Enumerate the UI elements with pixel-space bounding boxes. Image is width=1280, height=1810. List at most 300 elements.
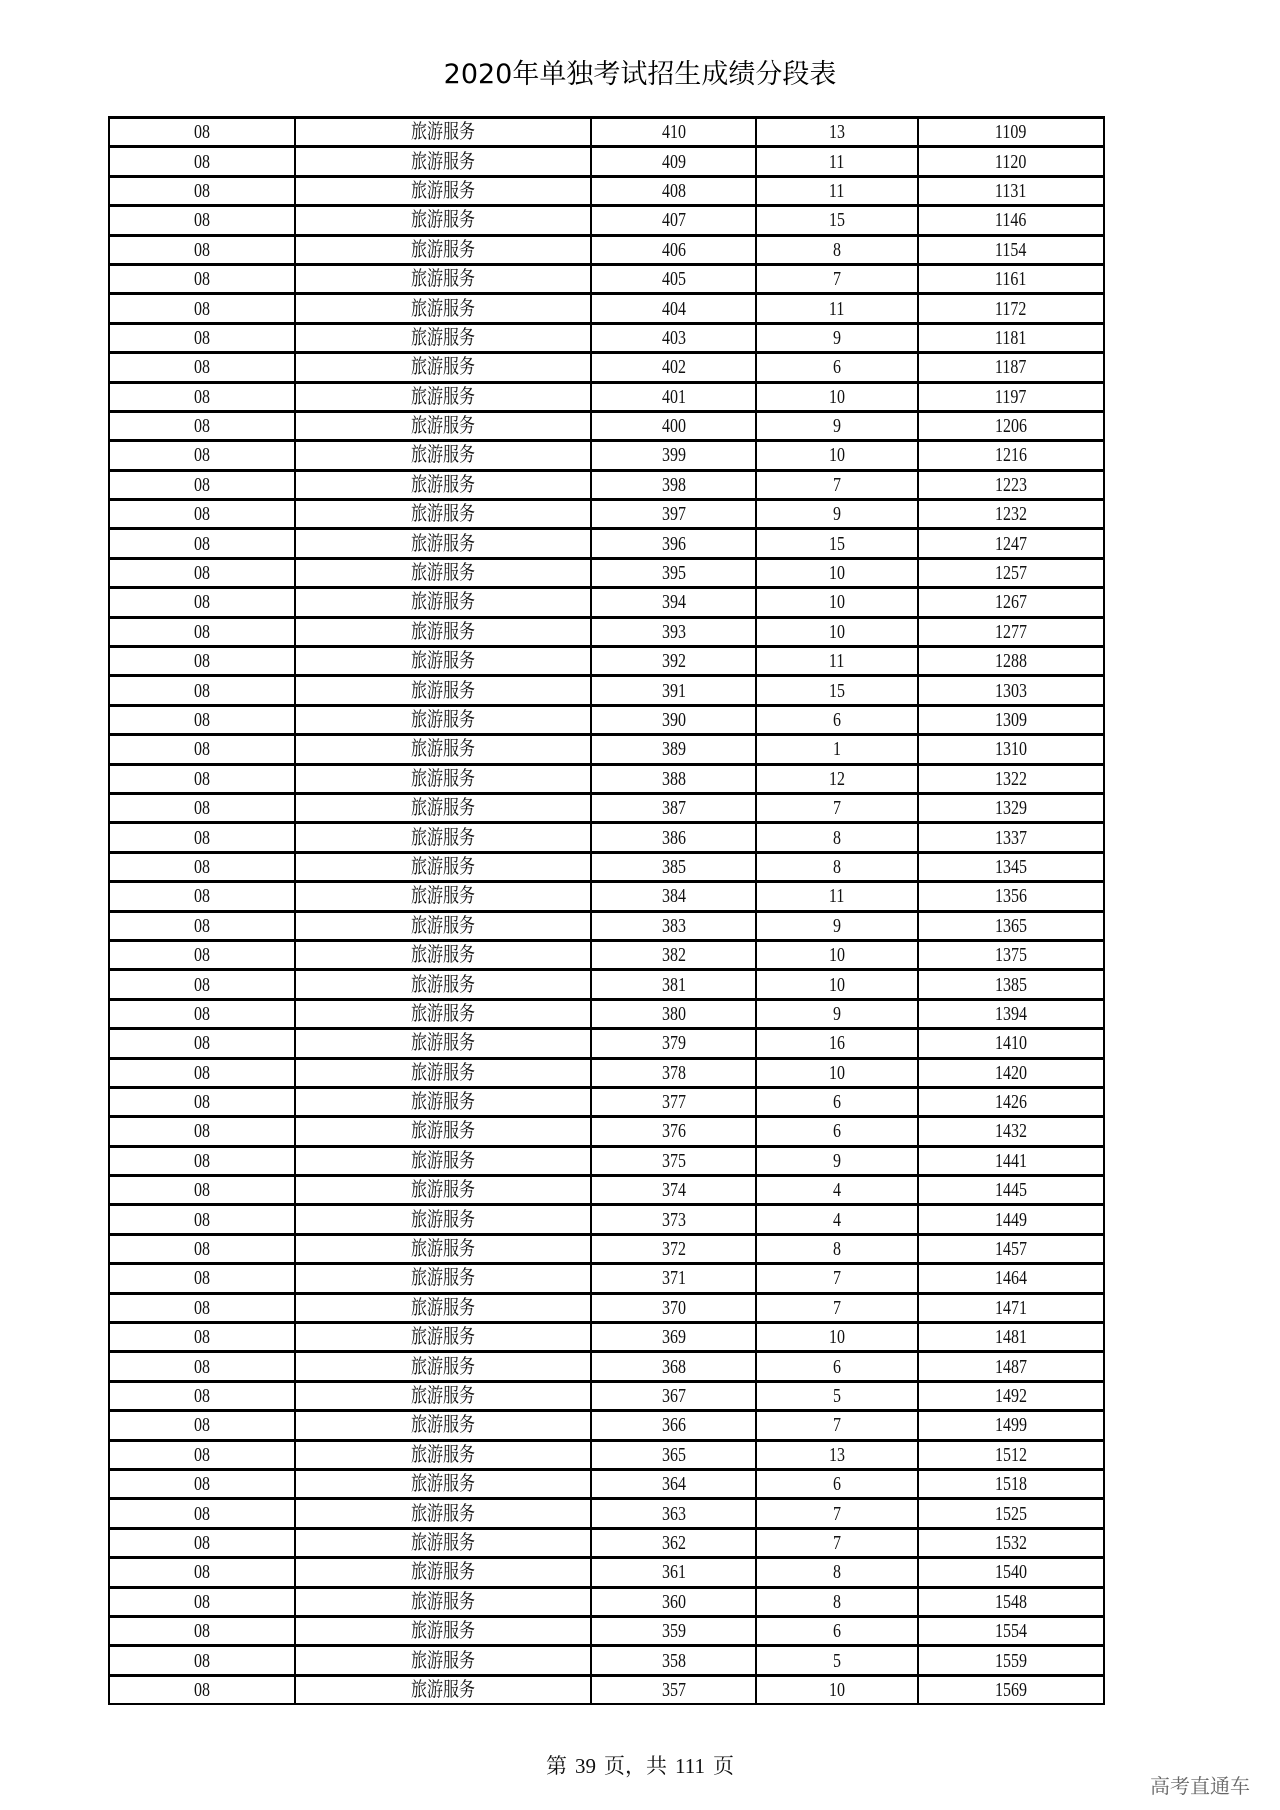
table-row [109, 911, 1104, 940]
count-cell [756, 558, 918, 587]
major-cell-text: 旅游服务 [411, 1267, 475, 1290]
score-cell [591, 1587, 756, 1616]
category-code-cell [109, 764, 295, 793]
major-cell-text: 旅游服务 [411, 650, 475, 673]
count-cell [756, 411, 918, 440]
score-cell [591, 206, 756, 235]
category-code-cell-text: 08 [194, 532, 210, 555]
count-cell [756, 588, 918, 617]
major-cell [295, 1087, 591, 1116]
category-code-cell [109, 1646, 295, 1675]
score-cell-text: 367 [661, 1384, 686, 1407]
count-cell-text: 9 [833, 503, 841, 526]
major-cell [295, 500, 591, 529]
score-cell [591, 1616, 756, 1645]
score-cell-text: 368 [661, 1355, 686, 1378]
category-code-cell [109, 1469, 295, 1498]
table-row [109, 970, 1104, 999]
count-cell-text: 9 [833, 914, 841, 937]
cumulative-cell [918, 353, 1104, 382]
table-row [109, 823, 1104, 852]
category-code-cell-text: 08 [194, 444, 210, 467]
cumulative-cell-text: 1247 [995, 532, 1027, 555]
cumulative-cell [918, 1469, 1104, 1498]
table-row [109, 118, 1104, 147]
cumulative-cell-text: 1449 [995, 1208, 1027, 1231]
count-cell-text: 10 [829, 562, 845, 585]
cumulative-cell [918, 1176, 1104, 1205]
table-row [109, 1205, 1104, 1234]
category-code-cell-text: 08 [194, 620, 210, 643]
count-cell-text: 10 [829, 944, 845, 967]
major-cell-text: 旅游服务 [411, 826, 475, 849]
cumulative-cell [918, 529, 1104, 558]
score-cell [591, 823, 756, 852]
score-cell [591, 1440, 756, 1469]
category-code-cell-text: 08 [194, 1326, 210, 1349]
count-cell-text: 6 [833, 1091, 841, 1114]
count-cell [756, 823, 918, 852]
count-cell-text: 8 [833, 1561, 841, 1584]
cumulative-cell [918, 793, 1104, 822]
cumulative-cell-text: 1512 [995, 1443, 1027, 1466]
score-cell [591, 1381, 756, 1410]
cumulative-cell-text: 1385 [995, 973, 1027, 996]
score-cell-text: 388 [661, 767, 686, 790]
major-cell [295, 1264, 591, 1293]
table-row [109, 1469, 1104, 1498]
cumulative-cell-text: 1337 [995, 826, 1027, 849]
cumulative-cell [918, 1293, 1104, 1322]
score-cell-text: 364 [661, 1473, 686, 1496]
count-cell [756, 1411, 918, 1440]
cumulative-cell [918, 1234, 1104, 1263]
category-code-cell-text: 08 [194, 503, 210, 526]
score-cell-text: 385 [661, 855, 686, 878]
count-cell [756, 441, 918, 470]
major-cell-text: 旅游服务 [411, 1620, 475, 1643]
count-cell-text: 10 [829, 1061, 845, 1084]
cumulative-cell [918, 1029, 1104, 1058]
count-cell-text: 7 [833, 473, 841, 496]
category-code-cell [109, 382, 295, 411]
count-cell [756, 705, 918, 734]
count-cell-text: 7 [833, 797, 841, 820]
cumulative-cell-text: 1206 [995, 415, 1027, 438]
category-code-cell-text: 08 [194, 1120, 210, 1143]
category-code-cell [109, 1381, 295, 1410]
table-row [109, 1587, 1104, 1616]
cumulative-cell-text: 1441 [995, 1149, 1027, 1172]
score-cell-text: 403 [661, 326, 686, 349]
table-row [109, 1675, 1104, 1704]
category-code-cell-text: 08 [194, 1384, 210, 1407]
major-cell [295, 735, 591, 764]
score-cell [591, 1087, 756, 1116]
cumulative-cell-text: 1471 [995, 1296, 1027, 1319]
score-cell [591, 1058, 756, 1087]
major-cell-text: 旅游服务 [411, 1561, 475, 1584]
category-code-cell [109, 735, 295, 764]
major-cell [295, 558, 591, 587]
major-cell-text: 旅游服务 [411, 179, 475, 202]
cumulative-cell [918, 852, 1104, 881]
major-cell [295, 1205, 591, 1234]
major-cell [295, 764, 591, 793]
cumulative-cell-text: 1394 [995, 1002, 1027, 1025]
count-cell-text: 15 [829, 532, 845, 555]
category-code-cell-text: 08 [194, 326, 210, 349]
count-cell [756, 676, 918, 705]
major-cell-text: 旅游服务 [411, 1473, 475, 1496]
cumulative-cell-text: 1161 [995, 268, 1027, 291]
score-cell-text: 366 [661, 1414, 686, 1437]
cumulative-cell-text: 1232 [995, 503, 1027, 526]
score-table [108, 116, 1105, 1705]
category-code-cell-text: 08 [194, 179, 210, 202]
category-code-cell [109, 470, 295, 499]
score-cell-text: 384 [661, 885, 686, 908]
count-cell [756, 1587, 918, 1616]
major-cell [295, 1587, 591, 1616]
count-cell [756, 1087, 918, 1116]
count-cell [756, 1646, 918, 1675]
cumulative-cell-text: 1172 [995, 297, 1027, 320]
major-cell [295, 823, 591, 852]
category-code-cell-text: 08 [194, 973, 210, 996]
category-code-cell [109, 1029, 295, 1058]
score-cell [591, 705, 756, 734]
score-cell [591, 1469, 756, 1498]
score-cell [591, 1352, 756, 1381]
cumulative-cell-text: 1569 [995, 1678, 1027, 1701]
major-cell-text: 旅游服务 [411, 385, 475, 408]
category-code-cell [109, 294, 295, 323]
major-cell [295, 1528, 591, 1557]
cumulative-cell [918, 705, 1104, 734]
category-code-cell-text: 08 [194, 121, 210, 144]
category-code-cell [109, 1352, 295, 1381]
major-cell [295, 617, 591, 646]
category-code-cell [109, 1323, 295, 1352]
count-cell [756, 1146, 918, 1175]
category-code-cell [109, 1528, 295, 1557]
score-cell [591, 1323, 756, 1352]
count-cell [756, 852, 918, 881]
cumulative-cell [918, 411, 1104, 440]
score-cell [591, 470, 756, 499]
count-cell-text: 10 [829, 591, 845, 614]
major-cell [295, 1675, 591, 1704]
major-cell-text: 旅游服务 [411, 767, 475, 790]
category-code-cell-text: 08 [194, 1091, 210, 1114]
cumulative-cell-text: 1518 [995, 1473, 1027, 1496]
table-row [109, 999, 1104, 1028]
cumulative-cell [918, 823, 1104, 852]
cumulative-cell [918, 940, 1104, 969]
count-cell [756, 1293, 918, 1322]
count-cell-text: 10 [829, 620, 845, 643]
count-cell [756, 1234, 918, 1263]
score-cell [591, 1411, 756, 1440]
count-cell-text: 16 [829, 1032, 845, 1055]
category-code-cell-text: 08 [194, 1267, 210, 1290]
score-cell-text: 387 [661, 797, 686, 820]
table-row [109, 1528, 1104, 1557]
score-cell-text: 374 [661, 1179, 686, 1202]
cumulative-cell [918, 470, 1104, 499]
cumulative-cell [918, 617, 1104, 646]
major-cell-text: 旅游服务 [411, 1032, 475, 1055]
category-code-cell-text: 08 [194, 1678, 210, 1701]
cumulative-cell [918, 1205, 1104, 1234]
category-code-cell-text: 08 [194, 1032, 210, 1055]
cumulative-cell-text: 1492 [995, 1384, 1027, 1407]
category-code-cell [109, 1234, 295, 1263]
category-code-cell-text: 08 [194, 738, 210, 761]
score-cell-text: 378 [661, 1061, 686, 1084]
major-cell [295, 529, 591, 558]
score-cell [591, 911, 756, 940]
cumulative-cell-text: 1303 [995, 679, 1027, 702]
category-code-cell-text: 08 [194, 1296, 210, 1319]
cumulative-cell [918, 911, 1104, 940]
count-cell [756, 1440, 918, 1469]
category-code-cell-text: 08 [194, 826, 210, 849]
score-cell-text: 391 [661, 679, 686, 702]
cumulative-cell [918, 1411, 1104, 1440]
score-cell-text: 382 [661, 944, 686, 967]
count-cell-text: 8 [833, 1238, 841, 1261]
category-code-cell-text: 08 [194, 944, 210, 967]
footer-suffix: 页 [712, 1754, 734, 1778]
cumulative-cell [918, 1381, 1104, 1410]
major-cell [295, 999, 591, 1028]
cumulative-cell [918, 264, 1104, 293]
major-cell [295, 1352, 591, 1381]
score-cell-text: 390 [661, 709, 686, 731]
cumulative-cell-text: 1445 [995, 1179, 1027, 1202]
category-code-cell [109, 1176, 295, 1205]
category-code-cell-text: 08 [194, 1443, 210, 1466]
major-cell [295, 911, 591, 940]
category-code-cell-text: 08 [194, 1502, 210, 1525]
score-cell [591, 500, 756, 529]
score-cell-text: 404 [661, 297, 686, 320]
major-cell [295, 411, 591, 440]
score-cell [591, 1117, 756, 1146]
score-cell-text: 399 [661, 444, 686, 467]
table-row [109, 500, 1104, 529]
score-cell-text: 376 [661, 1120, 686, 1143]
score-cell [591, 588, 756, 617]
count-cell [756, 264, 918, 293]
count-cell-text: 7 [833, 1296, 841, 1319]
count-cell [756, 1264, 918, 1293]
score-cell-text: 402 [661, 356, 686, 379]
table-row [109, 1234, 1104, 1263]
major-cell [295, 470, 591, 499]
category-code-cell [109, 970, 295, 999]
cumulative-cell-text: 1131 [995, 179, 1027, 202]
category-code-cell [109, 235, 295, 264]
category-code-cell [109, 1058, 295, 1087]
cumulative-cell-text: 1277 [995, 620, 1027, 643]
major-cell [295, 1558, 591, 1587]
page-footer [0, 1750, 1280, 1780]
category-code-cell [109, 1440, 295, 1469]
score-cell-text: 371 [661, 1267, 686, 1290]
major-cell-text: 旅游服务 [411, 1208, 475, 1231]
cumulative-cell-text: 1329 [995, 797, 1027, 820]
count-cell-text: 9 [833, 326, 841, 349]
footer-total-pages: 111 [675, 1754, 705, 1778]
cumulative-cell [918, 323, 1104, 352]
score-cell-text: 383 [661, 914, 686, 937]
count-cell-text: 10 [829, 1326, 845, 1349]
major-cell [295, 1293, 591, 1322]
score-cell-text: 400 [661, 415, 686, 438]
table-row [109, 1411, 1104, 1440]
score-cell-text: 395 [661, 562, 686, 585]
count-cell [756, 323, 918, 352]
table-row [109, 411, 1104, 440]
cumulative-cell-text: 1548 [995, 1590, 1027, 1613]
cumulative-cell-text: 1457 [995, 1238, 1027, 1261]
count-cell [756, 1528, 918, 1557]
major-cell [295, 852, 591, 881]
category-code-cell-text: 08 [194, 1473, 210, 1496]
major-cell-text: 旅游服务 [411, 1238, 475, 1261]
cumulative-cell [918, 1058, 1104, 1087]
count-cell-text: 11 [829, 297, 845, 320]
category-code-cell [109, 823, 295, 852]
category-code-cell-text: 08 [194, 1620, 210, 1643]
score-cell-text: 373 [661, 1208, 686, 1231]
count-cell-text: 11 [829, 179, 845, 202]
cumulative-cell-text: 1120 [995, 150, 1027, 173]
major-cell [295, 705, 591, 734]
table-row [109, 176, 1104, 205]
major-cell-text: 旅游服务 [411, 679, 475, 702]
cumulative-cell-text: 1356 [995, 885, 1027, 908]
major-cell [295, 235, 591, 264]
major-cell-text: 旅游服务 [411, 1590, 475, 1613]
score-cell-text: 380 [661, 1002, 686, 1025]
major-cell [295, 176, 591, 205]
count-cell-text: 9 [833, 1149, 841, 1172]
cumulative-cell [918, 1558, 1104, 1587]
score-cell-text: 386 [661, 826, 686, 849]
count-cell-text: 4 [833, 1208, 841, 1231]
count-cell-text: 10 [829, 1678, 845, 1701]
count-cell-text: 5 [833, 1384, 841, 1407]
table-row [109, 1058, 1104, 1087]
score-cell-text: 370 [661, 1296, 686, 1319]
category-code-cell [109, 852, 295, 881]
table-row [109, 323, 1104, 352]
count-cell [756, 235, 918, 264]
count-cell-text: 4 [833, 1179, 841, 1202]
category-code-cell [109, 147, 295, 176]
category-code-cell-text: 08 [194, 385, 210, 408]
count-cell [756, 382, 918, 411]
score-cell-text: 379 [661, 1032, 686, 1055]
table-row [109, 1176, 1104, 1205]
table-row [109, 1440, 1104, 1469]
watermark: 高考直通车 [1150, 1774, 1250, 1798]
category-code-cell [109, 793, 295, 822]
score-cell [591, 264, 756, 293]
cumulative-cell [918, 294, 1104, 323]
major-cell-text: 旅游服务 [411, 238, 475, 261]
score-cell [591, 1029, 756, 1058]
cumulative-cell-text: 1146 [995, 209, 1027, 232]
count-cell [756, 1675, 918, 1704]
cumulative-cell [918, 1352, 1104, 1381]
count-cell [756, 882, 918, 911]
count-cell [756, 294, 918, 323]
major-cell [295, 147, 591, 176]
major-cell-text: 旅游服务 [411, 209, 475, 232]
major-cell-text: 旅游服务 [411, 1502, 475, 1525]
category-code-cell-text: 08 [194, 562, 210, 585]
category-code-cell-text: 08 [194, 914, 210, 937]
score-cell-text: 357 [661, 1678, 686, 1701]
cumulative-cell-text: 1223 [995, 473, 1027, 496]
major-cell [295, 1381, 591, 1410]
major-cell [295, 1058, 591, 1087]
table-row [109, 676, 1104, 705]
category-code-cell [109, 999, 295, 1028]
table-row [109, 264, 1104, 293]
cumulative-cell [918, 176, 1104, 205]
table-row [109, 206, 1104, 235]
cumulative-cell-text: 1554 [995, 1620, 1027, 1643]
score-cell [591, 441, 756, 470]
category-code-cell-text: 08 [194, 885, 210, 908]
category-code-cell-text: 08 [194, 1238, 210, 1261]
count-cell-text: 7 [833, 268, 841, 291]
table-row [109, 1323, 1104, 1352]
major-cell-text: 旅游服务 [411, 914, 475, 937]
category-code-cell-text: 08 [194, 473, 210, 496]
score-cell [591, 1293, 756, 1322]
cumulative-cell [918, 764, 1104, 793]
cumulative-cell-text: 1345 [995, 855, 1027, 878]
count-cell-text: 7 [833, 1414, 841, 1437]
cumulative-cell-text: 1267 [995, 591, 1027, 614]
score-cell [591, 353, 756, 382]
category-code-cell-text: 08 [194, 1531, 210, 1554]
score-cell [591, 676, 756, 705]
count-cell [756, 1381, 918, 1410]
major-cell-text: 旅游服务 [411, 1384, 475, 1407]
page-title: 2020年单独考试招生成绩分段表 [443, 59, 837, 90]
table-row [109, 235, 1104, 264]
cumulative-cell [918, 647, 1104, 676]
count-cell [756, 970, 918, 999]
score-cell [591, 382, 756, 411]
cumulative-cell [918, 1440, 1104, 1469]
cumulative-cell-text: 1559 [995, 1649, 1027, 1672]
table-row [109, 705, 1104, 734]
major-cell-text: 旅游服务 [411, 1531, 475, 1554]
score-cell-text: 389 [661, 738, 686, 761]
major-cell [295, 1323, 591, 1352]
score-cell [591, 735, 756, 764]
major-cell-text: 旅游服务 [411, 121, 475, 144]
